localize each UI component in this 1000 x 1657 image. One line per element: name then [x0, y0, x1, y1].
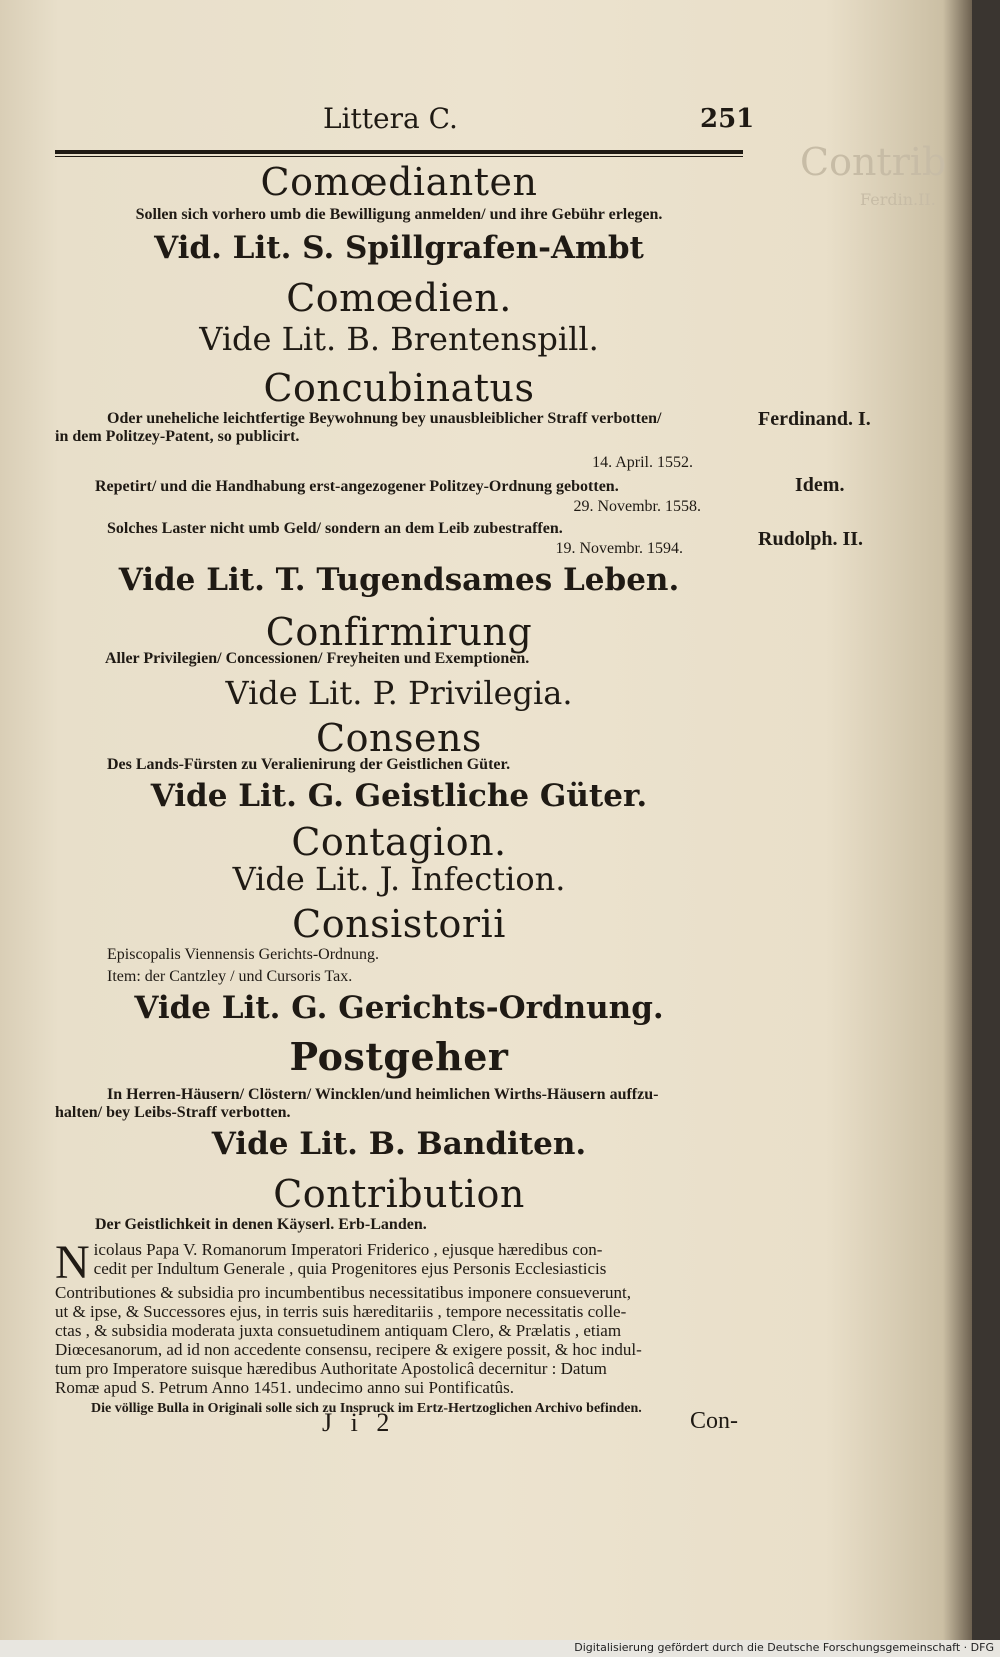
entry-text: Oder uneheliche leichtfertige Beywohnung bey unausbleiblicher Straff verbotten/: [107, 410, 662, 427]
cross-reference: Vide Lit. G. Gerichts-Ordnung.: [134, 990, 664, 1026]
entry-heading: Consens: [316, 716, 482, 760]
date: 19. Novembr. 1594.: [555, 540, 683, 557]
paragraph-line: Contributiones & subsidia pro incumbentibus necessitatibus imponere consueverunt,: [55, 1283, 632, 1302]
cross-reference: Vid. Lit. S. Spillgrafen-Ambt: [154, 230, 644, 266]
footer-credit: Digitalisierung gefördert durch die Deutsche Forschungsgemeinschaft · DFG: [574, 1641, 994, 1654]
entry-heading: Contribution: [273, 1172, 525, 1216]
entry-text: Der Geistlichkeit in denen Käyserl. Erb-Landen.: [95, 1216, 427, 1233]
entry-heading: Comœdianten: [260, 160, 538, 204]
catchword: Con-: [690, 1408, 738, 1434]
cross-reference: Vide Lit. T. Tugendsames Leben.: [118, 562, 680, 598]
entry-text: Des Lands-Fürsten zu Veralienirung der Geistlichen Güter.: [107, 756, 511, 773]
entry-heading: Comœdien.: [286, 276, 512, 320]
date: 29. Novembr. 1558.: [573, 498, 701, 515]
running-head-title: Littera C.: [323, 102, 458, 135]
margin-note: Idem.: [795, 474, 845, 496]
cross-reference: Vide Lit. G. Geistliche Güter.: [150, 778, 648, 814]
entry-text: Solches Laster nicht umb Geld/ sondern an dem Leib zubestraffen.: [107, 520, 563, 537]
cross-reference: Vide Lit. B. Brentenspill.: [199, 320, 599, 358]
cross-reference: Vide Lit. P. Privilegia.: [225, 674, 573, 712]
paragraph-line: tum pro Imperatore suisque hæredibus Authoritate Apostolicâ decernitur : Datum: [55, 1359, 607, 1378]
paragraph-line: ctas , & subsidia moderata juxta consuetudinem antiquam Clero, & Prælatis , etiam: [55, 1321, 622, 1340]
header-rule-thin: [55, 156, 743, 157]
entry-heading: Consistorii: [292, 902, 506, 946]
entry-text: halten/ bey Leibs-Straff verbotten.: [55, 1104, 291, 1121]
entry-heading: Postgeher: [289, 1034, 509, 1079]
cross-reference: Vide Lit. J. Infection.: [232, 860, 566, 898]
entry-heading: Concubinatus: [263, 366, 535, 410]
margin-note: Ferdinand. I.: [758, 408, 871, 430]
cross-reference: Vide Lit. B. Banditen.: [211, 1126, 587, 1162]
header-rule: [55, 150, 743, 154]
show-through: Contrib: [800, 140, 947, 184]
entry-heading: Confirmirung: [265, 610, 533, 654]
page-number: 251: [700, 104, 755, 134]
entry-text: Aller Privilegien/ Concessionen/ Freyheiten und Exemptionen.: [105, 650, 530, 667]
entry-text: in dem Politzey-Patent, so publicirt.: [55, 428, 300, 445]
latin-paragraph: [55, 1236, 743, 1397]
drop-capital: N: [55, 1236, 90, 1289]
margin-note: Rudolph. II.: [758, 528, 864, 550]
entry-text: Item: der Cantzley / und Cursoris Tax.: [107, 968, 353, 985]
entry-text: Episcopalis Viennensis Gerichts-Ordnung.: [107, 946, 380, 963]
entry-text: Repetirt/ und die Handhabung erst-angezogener Politzey-Ordnung gebotten.: [95, 478, 619, 495]
entry-text: Sollen sich vorhero umb die Bewilligung anmelden/ und ihre Gebühr erlegen.: [135, 206, 663, 223]
paragraph-line: ut & ipse, & Successores ejus, in terris suis hæreditariis , tempore necessitatis colle-: [55, 1302, 627, 1321]
show-through: Ferdin.II.: [860, 190, 936, 209]
paragraph-line: cedit per Indultum Generale , quia Progenitores ejus Personis Ecclesiasticis: [93, 1259, 607, 1278]
paragraph-line: Romæ apud S. Petrum Anno 1451. undecimo anno sui Pontificatûs.: [55, 1378, 514, 1397]
entry-heading: Contagion.: [291, 820, 507, 864]
paragraph-line: icolaus Papa V. Romanorum Imperatori Friderico , ejusque hæredibus con-: [93, 1240, 603, 1259]
paragraph-line: Diœcesanorum, ad id non accedente consensu, recipere & exigere possit, & hoc indul-: [55, 1340, 642, 1359]
date: 14. April. 1552.: [592, 454, 693, 471]
main-column: [55, 160, 743, 1423]
entry-text: In Herren-Häusern/ Clöstern/ Wincklen/und heimlichen Wirths-Häusern auffzu-: [107, 1086, 659, 1103]
footnote: Die völlige Bulla in Originali solle sich zu Inspruck im Ertz-Hertzoglichen Archivo befinden.: [91, 1401, 642, 1416]
signature-mark: J i 2: [322, 1408, 396, 1437]
